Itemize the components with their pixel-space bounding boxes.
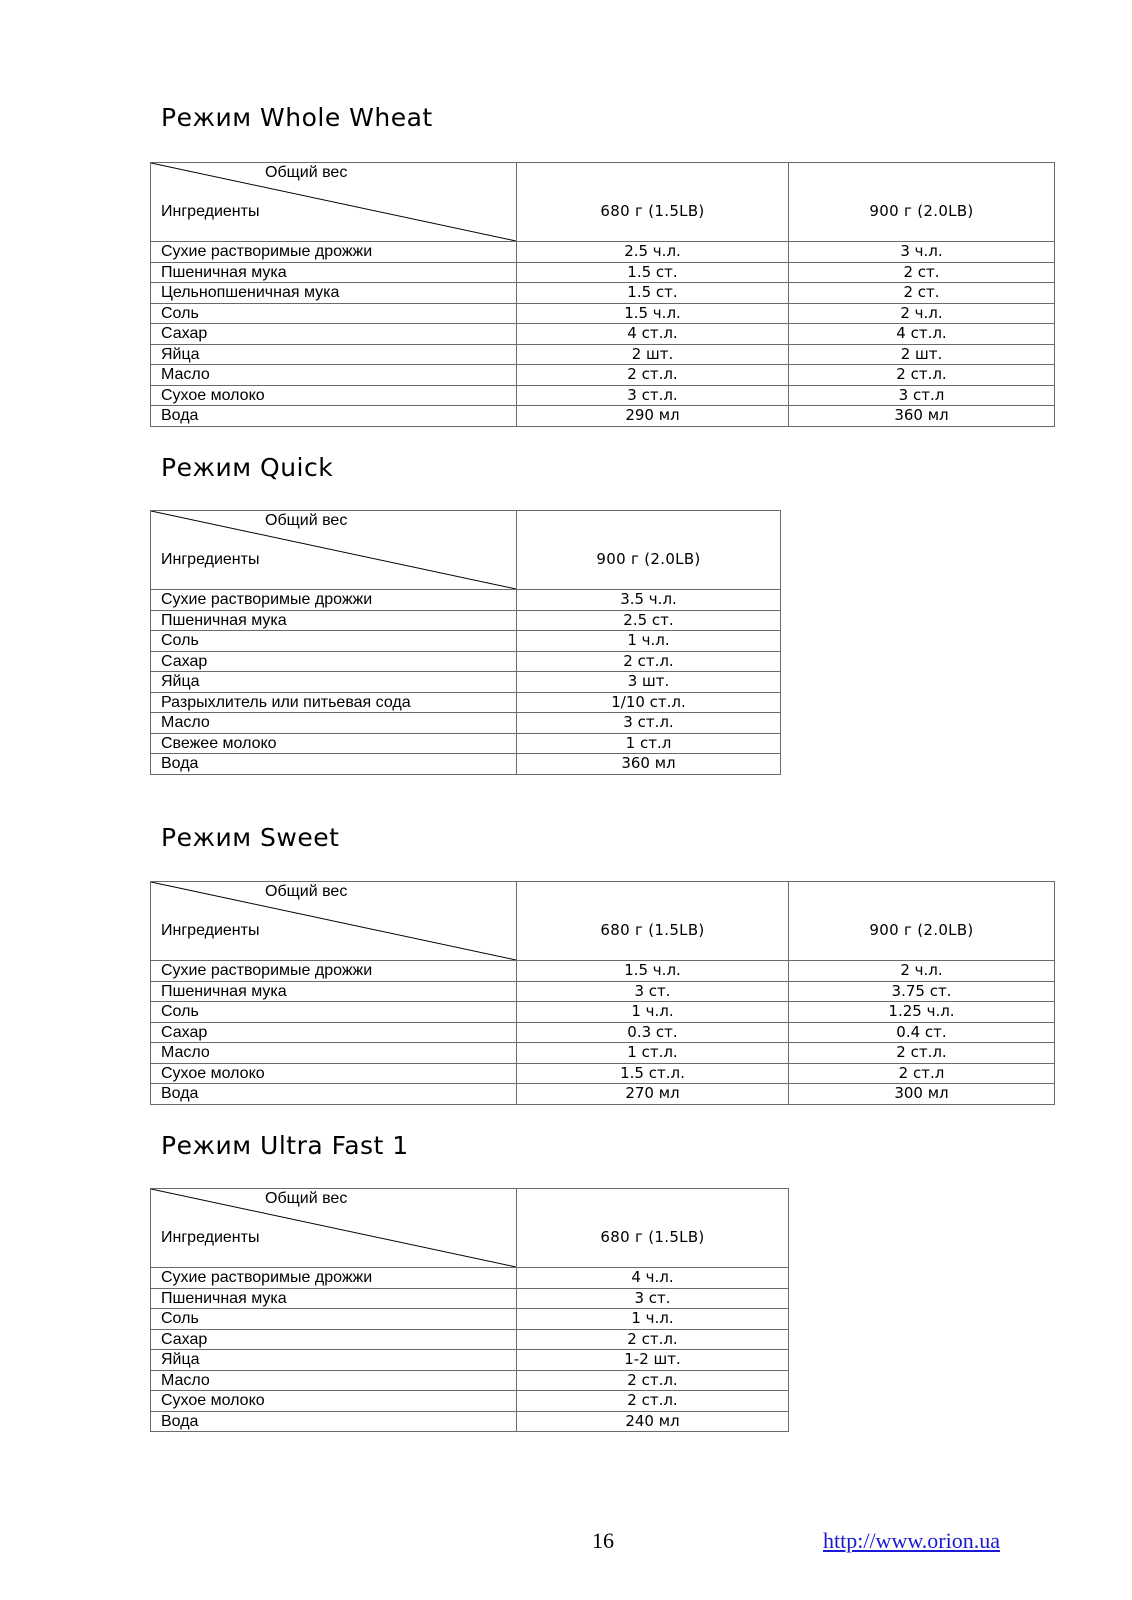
table-row [151, 610, 781, 631]
recipe-table [150, 881, 1055, 1105]
table-row [151, 713, 781, 734]
ingredient-cell: Вода [151, 1411, 517, 1432]
ingredient-cell: Сахар [151, 1022, 517, 1043]
ingredient-cell: Соль [151, 1002, 517, 1023]
amount-cell: 360 мл [517, 754, 781, 775]
table-row [151, 1084, 1055, 1105]
diagonal-header-cell [151, 882, 517, 961]
amount-cell: 2.5 ст. [517, 610, 781, 631]
diagonal-header-cell [151, 163, 517, 242]
amount-cell: 1 ч.л. [517, 1309, 789, 1330]
table-header-row [151, 882, 1055, 961]
section-title: Режим Ultra Fast 1 [161, 1131, 409, 1160]
table-row [151, 590, 781, 611]
table-row [151, 1288, 789, 1309]
amount-cell: 2 ч.л. [789, 961, 1055, 982]
ingredient-cell: Соль [151, 1309, 517, 1330]
table-row [151, 1350, 789, 1371]
table-row [151, 385, 1055, 406]
amount-cell: 0.4 ст. [789, 1022, 1055, 1043]
section-title: Режим Sweet [161, 823, 340, 852]
header-ingredients-label: Ингредиенты [161, 1229, 260, 1246]
amount-cell: 240 мл [517, 1411, 789, 1432]
table-header-row [151, 163, 1055, 242]
amount-cell: 1.5 ст. [517, 262, 789, 283]
table-row [151, 1309, 789, 1330]
table-row [151, 631, 781, 652]
table-row [151, 1411, 789, 1432]
ingredient-cell: Сухие растворимые дрожжи [151, 961, 517, 982]
ingredient-cell: Свежее молоко [151, 733, 517, 754]
amount-cell: 4 ст.л. [789, 324, 1055, 345]
table-row [151, 1043, 1055, 1064]
amount-cell: 2 ч.л. [789, 303, 1055, 324]
table-row [151, 754, 781, 775]
amount-cell: 1.5 ч.л. [517, 303, 789, 324]
table-row [151, 1022, 1055, 1043]
amount-cell: 3 ст.л. [517, 385, 789, 406]
amount-cell: 2 ст.л. [789, 1043, 1055, 1064]
table-row [151, 692, 781, 713]
weight-column-header: 900 г (2.0LB) [517, 511, 781, 590]
table-row [151, 1002, 1055, 1023]
amount-cell: 0.3 ст. [517, 1022, 789, 1043]
amount-cell: 3 ст.л. [517, 713, 781, 734]
amount-cell: 3.75 ст. [789, 981, 1055, 1002]
amount-cell: 2 ст.л. [517, 1391, 789, 1412]
ingredient-cell: Сухое молоко [151, 1391, 517, 1412]
amount-cell: 2 ст.л [789, 1063, 1055, 1084]
amount-cell: 290 мл [517, 406, 789, 427]
amount-cell: 2 шт. [789, 344, 1055, 365]
amount-cell: 1 ст.л. [517, 1043, 789, 1064]
header-total-weight-label: Общий вес [265, 1190, 348, 1207]
amount-cell: 3 ст. [517, 1288, 789, 1309]
amount-cell: 3.5 ч.л. [517, 590, 781, 611]
table-row [151, 1391, 789, 1412]
ingredient-cell: Сахар [151, 651, 517, 672]
amount-cell: 2 ст. [789, 262, 1055, 283]
amount-cell: 2 ст.л. [517, 651, 781, 672]
section-title: Режим Whole Wheat [161, 103, 433, 132]
amount-cell: 1/10 ст.л. [517, 692, 781, 713]
table-row [151, 262, 1055, 283]
amount-cell: 1 ч.л. [517, 1002, 789, 1023]
table-row [151, 365, 1055, 386]
weight-column-header: 680 г (1.5LB) [517, 1189, 789, 1268]
website-link[interactable]: http://www.orion.ua [823, 1528, 1000, 1553]
ingredient-cell: Пшеничная мука [151, 981, 517, 1002]
ingredient-cell: Масло [151, 365, 517, 386]
amount-cell: 3 ст.л [789, 385, 1055, 406]
amount-cell: 2 шт. [517, 344, 789, 365]
amount-cell: 1.25 ч.л. [789, 1002, 1055, 1023]
header-total-weight-label: Общий вес [265, 164, 348, 181]
amount-cell: 2.5 ч.л. [517, 242, 789, 263]
amount-cell: 2 ст.л. [517, 365, 789, 386]
header-total-weight-label: Общий вес [265, 512, 348, 529]
recipe-table [150, 162, 1055, 427]
table-row [151, 672, 781, 693]
table-row [151, 242, 1055, 263]
ingredient-cell: Яйца [151, 1350, 517, 1371]
diagonal-header-cell [151, 1189, 517, 1268]
amount-cell: 2 ст.л. [517, 1370, 789, 1391]
ingredient-cell: Сухое молоко [151, 385, 517, 406]
ingredient-cell: Пшеничная мука [151, 1288, 517, 1309]
ingredient-cell: Сухое молоко [151, 1063, 517, 1084]
amount-cell: 4 ч.л. [517, 1268, 789, 1289]
recipe-table [150, 510, 781, 775]
header-ingredients-label: Ингредиенты [161, 551, 260, 568]
amount-cell: 270 мл [517, 1084, 789, 1105]
ingredient-cell: Яйца [151, 344, 517, 365]
amount-cell: 3 ст. [517, 981, 789, 1002]
ingredient-cell: Сахар [151, 324, 517, 345]
table-row [151, 1329, 789, 1350]
ingredient-cell: Масло [151, 1370, 517, 1391]
ingredient-cell: Вода [151, 754, 517, 775]
ingredient-cell: Масло [151, 713, 517, 734]
page-number: 16 [592, 1528, 614, 1553]
table-row [151, 733, 781, 754]
amount-cell: 1 ч.л. [517, 631, 781, 652]
amount-cell: 300 мл [789, 1084, 1055, 1105]
amount-cell: 1.5 ст.л. [517, 1063, 789, 1084]
table-row [151, 1268, 789, 1289]
weight-column-header: 680 г (1.5LB) [517, 882, 789, 961]
amount-cell: 4 ст.л. [517, 324, 789, 345]
ingredient-cell: Вода [151, 406, 517, 427]
table-row [151, 283, 1055, 304]
amount-cell: 1-2 шт. [517, 1350, 789, 1371]
section-title: Режим Quick [161, 453, 334, 482]
amount-cell: 3 ч.л. [789, 242, 1055, 263]
ingredient-cell: Сахар [151, 1329, 517, 1350]
table-row [151, 303, 1055, 324]
table-row [151, 324, 1055, 345]
table-header-row [151, 511, 781, 590]
table-row [151, 981, 1055, 1002]
amount-cell: 1.5 ст. [517, 283, 789, 304]
table-row [151, 961, 1055, 982]
amount-cell: 1 ст.л [517, 733, 781, 754]
amount-cell: 2 ст.л. [789, 365, 1055, 386]
ingredient-cell: Сухие растворимые дрожжи [151, 590, 517, 611]
ingredient-cell: Пшеничная мука [151, 610, 517, 631]
ingredient-cell: Разрыхлитель или питьевая сода [151, 692, 517, 713]
ingredient-cell: Яйца [151, 672, 517, 693]
table-row [151, 344, 1055, 365]
amount-cell: 360 мл [789, 406, 1055, 427]
weight-column-header: 900 г (2.0LB) [789, 882, 1055, 961]
ingredient-cell: Соль [151, 631, 517, 652]
header-ingredients-label: Ингредиенты [161, 203, 260, 220]
ingredient-cell: Соль [151, 303, 517, 324]
header-ingredients-label: Ингредиенты [161, 922, 260, 939]
weight-column-header: 680 г (1.5LB) [517, 163, 789, 242]
table-row [151, 1063, 1055, 1084]
ingredient-cell: Пшеничная мука [151, 262, 517, 283]
ingredient-cell: Цельнопшеничная мука [151, 283, 517, 304]
table-row [151, 651, 781, 672]
amount-cell: 3 шт. [517, 672, 781, 693]
ingredient-cell: Сухие растворимые дрожжи [151, 242, 517, 263]
diagonal-header-cell [151, 511, 517, 590]
weight-column-header: 900 г (2.0LB) [789, 163, 1055, 242]
table-header-row [151, 1189, 789, 1268]
table-row [151, 406, 1055, 427]
ingredient-cell: Сухие растворимые дрожжи [151, 1268, 517, 1289]
table-row [151, 1370, 789, 1391]
ingredient-cell: Вода [151, 1084, 517, 1105]
header-total-weight-label: Общий вес [265, 883, 348, 900]
amount-cell: 2 ст. [789, 283, 1055, 304]
amount-cell: 2 ст.л. [517, 1329, 789, 1350]
recipe-table [150, 1188, 789, 1432]
ingredient-cell: Масло [151, 1043, 517, 1064]
amount-cell: 1.5 ч.л. [517, 961, 789, 982]
